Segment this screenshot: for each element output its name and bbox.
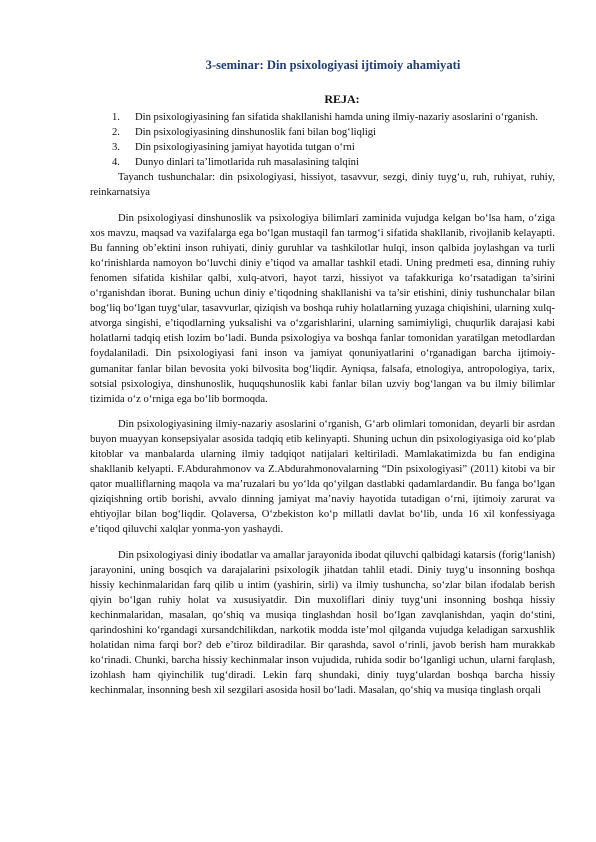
- list-item-text: Din psixologiyasining fan sifatida shakllanishi hamda uning ilmiy-nazariy asoslarini o‘rganish.: [135, 112, 538, 123]
- list-item: [112, 140, 555, 155]
- paragraph: Din psixologiyasi diniy ibodatlar va amallar jarayonida ibodat qiluvchi qalbidagi katarsis (forig‘lanish) jarayonini, uning bosqich va darajalarini psixologik jihatdan tahlil etadi. Diniy tuyg‘u insonning boshqa hissiy kechinmalaridan farq qilib u intim (yashirin, sirli) va ilmiy tushuncha, so‘zlar bilan ifodalab berish qiyin bo‘lgan ruhiy holat va xususiyatdir. Din muxoliflari diniy tuyg‘uni insonning boshqa hissiy kechinmalaridan, masalan, qo‘shiq va musiqa tinglashdan hosil bo‘lgan zavqlanishdan, yaqin do‘stini, qarindoshini ko‘rgandagi xursandchilikdan, narkotik modda iste’mol qilganda vujudga keladigan sarxushlik holatidan nima farqi bor? deb e’tiroz bildiradilar. Bir qarashda, savol o‘rinli, javob berish ham murakkab ko‘rinadi. Chunki, barcha hissiy kechinmalar inson vujudida, ruhida sodir bo‘lganligi uchun, ularni farqlash, izohlash ham qiyinchilik tug‘diradi. Lekin farq shundaki, diniy tuyg‘ulardan boshqa barcha hissiy kechinmalar, insonning besh xil sezgilari asosida hosil bo‘ladi. Masalan, qo‘shiq va musiqa tinglash orqali: [90, 549, 555, 697]
- list-item: [112, 110, 555, 125]
- plan-heading: REJA:: [324, 92, 360, 106]
- list-item: [112, 155, 555, 170]
- paragraph: Din psixologiyasining ilmiy-nazariy asoslarini o‘rganish, G‘arb olimlari tomonidan, deyarli bir asrdan buyon muayyan konsepsiyalar asosida tadqiq etib kelinyapti. Shuning uchun din psixologiyasiga oid ko‘plab kitoblar va manbalarda ularning ilmiy tadqiqot natijalari keltiriladi. Mamlakatimizda bu fan endigina shakllanib kelyapti. F.Abdurahmonov va Z.Abdurahmonovalarning “Din psixologiyasi” (2011) kitobi va bir qator mualliflarning maqola va ma’ruzalari bu yo‘lda qo‘yilgan dastlabki qadamlardandir. Bu fanga bo‘lgan qiziqishning ortib borishi, avvalo dinning jamiyat ma’naviy hayotida tutadigan o‘rni, ijtimoiy zarurat va ehtiyojlar bilan bog‘liqdir. Qolaversa, O‘zbekiston ko‘p millatli davlat bo‘lib, unda 16 xil konfessiyaga e’tiqod qiluvchi xalqlar yonma-yon yashaydi.: [90, 418, 555, 536]
- list-item: [112, 125, 555, 140]
- paragraph: Din psixologiyasi dinshunoslik va psixologiya bilimlari zaminida vujudga kelgan bo‘lsa ham, o‘ziga xos mavzu, maqsad va vazifalarga ega bo‘lgan mustaqil fan tarmog‘i sifatida shakllanib, rivojlanib kelayapti. Bu fanning ob’ektini inson ruhiyati, diniy guruhlar va tashkilotlar hulqi, inson qalbida joylashgan va turli ko‘rinishlarda namoyon bo‘luvchi diniy e’tiqod va amallar tashkil etadi. Uning predmeti esa, dinning ruhiy fenomen sifatida kishilar qalbi, xulq-atvori, hayot tarzi, hissiyot va tafakkuriga ko‘rsatadigan ta’sirini o‘rganishdan iborat. Buning uchun diniy e’tiqodning shakllanishi va ta’sir etishini, diniy tushunchalar bilan bog‘liq bo‘lgan tuyg‘ular, tasavvurlar, qiziqish va boshqa ruhiy holatlarning yuzaga chiqishini, ularning xulq-atvorga singishi, e’tiqodlarning yuksalishi va o‘zgarishlarini, ularning samimiyligi, chuqurlik darajasi kabi holatlarni tadqiq etish lozim bo‘ladi. Bunda psixologiya va boshqa fanlar tomonidan yaratilgan metodlardan foydalaniladi. Din psixologiyasi fani inson va jamiyat qonuniyatlarini o‘rganadigan barcha ijtimoiy-gumanitar fanlar bilan bevosita yoki bilvosita bog‘liqdir. Ayniqsa, falsafa, etnologiya, antropologiya, tarix, sotsial psixologiya, dinshunoslik, huquqshunoslik kabi fanlar bilan uzviy bog‘langan va bu ilmiy bilimlar tizimida o‘z o‘rniga ega bo‘lib bormoqda.: [90, 212, 555, 405]
- page-title: 3-seminar: Din psixologiyasi ijtimoiy ahamiyati: [205, 58, 461, 72]
- list-item-number: 2.: [112, 127, 120, 139]
- list-item-number: 4.: [112, 157, 120, 169]
- plan-list: [90, 110, 555, 170]
- list-item-text: Din psixologiyasining dinshunoslik fani bilan bog‘liqligi: [135, 127, 377, 139]
- keywords-paragraph: Tayanch tushunchalar: din psixologiyasi, hissiyot, tasavvur, sezgi, diniy tuyg‘u, ruh, ruhiyat, ruhiy, reinkarnatsiya: [90, 172, 555, 199]
- document-body: [90, 110, 555, 698]
- list-item-number: 3.: [112, 142, 120, 154]
- list-item-number: 1.: [112, 112, 120, 123]
- list-item-text: Din psixologiyasining jamiyat hayotida tutgan o‘rni: [135, 142, 355, 154]
- list-item-text: Dunyo dinlari ta’limotlarida ruh masalasining talqini: [135, 157, 359, 169]
